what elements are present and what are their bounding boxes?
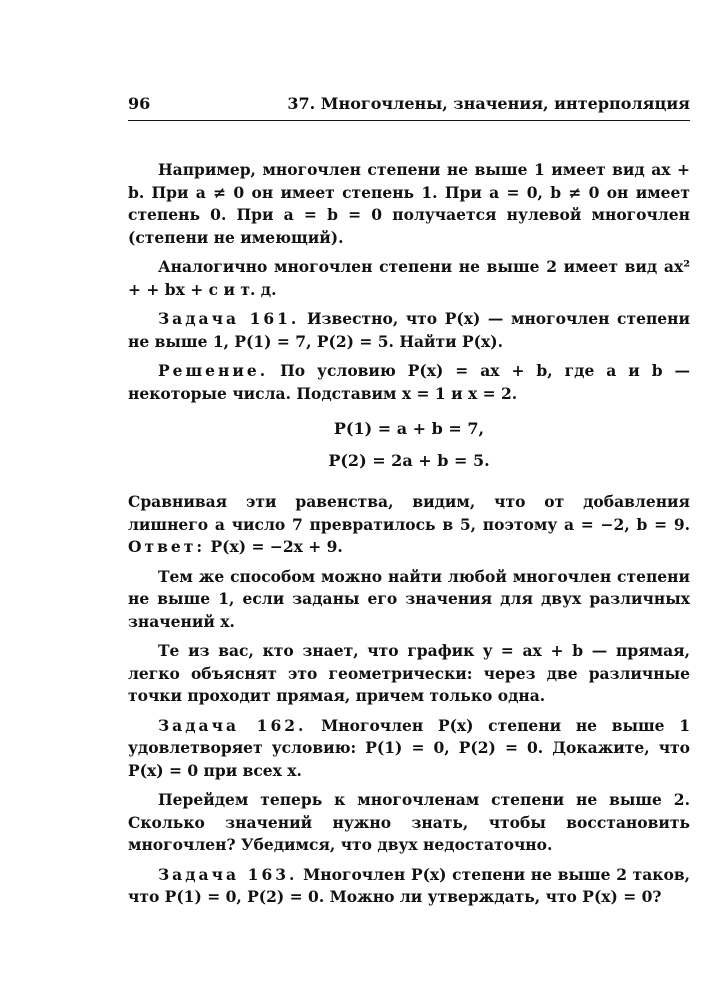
paragraph-after-equations [128, 491, 690, 559]
solution [128, 360, 690, 405]
problem-161-text: Известно, что P(x) — многочлен степени не выше 1, P(1) = 7, P(2) = 5. Найти P(x). [128, 309, 690, 351]
problem-162-label: Задача 162. [158, 715, 307, 735]
equation-2: P(2) = 2a + b = 5. [328, 451, 490, 470]
problem-163-label: Задача 163. [158, 864, 298, 884]
problem-163-text: Многочлен P(x) степени не выше 2 таков, что P(1) = 0, P(2) = 0. Можно ли утверждать, что P(x) = 0? [128, 864, 690, 906]
problem-163 [128, 864, 690, 909]
answer-label: Ответ: [128, 537, 206, 556]
paragraph-geometry: Те из вас, кто знает, что график y = ax + b — прямая, легко объяснят это геометрически: через две различные точки проходит прямая, причем только одна. [128, 641, 690, 705]
body-text [128, 159, 690, 916]
problem-162-text: Многочлен P(x) степени не выше 1 удовлетворяет условию: P(1) = 0, P(2) = 0. Докажите, что P(x) = 0 при всех x. [128, 715, 690, 780]
answer-value: P(x) = −2x + 9. [210, 537, 343, 556]
comparison-text: Сравнивая эти равенства, видим, что от добавления лишнего a число 7 превратилось в 5, поэтому a = −2, b = 9. [128, 492, 690, 534]
paragraph-degree-2: Перейдем теперь к многочленам степени не выше 2. Сколько значений нужно знать, чтобы восстановить многочлен? Убедимся, что двух недостаточно. [128, 790, 690, 854]
problem-161 [128, 308, 690, 353]
chapter-title: 37. Многочлены, значения, интерполяция [287, 94, 690, 113]
page-number: 96 [128, 94, 151, 113]
problem-162 [128, 715, 690, 783]
paragraph-polynomial-degree-1: Например, многочлен степени не выше 1 имеет вид ax + b. При a ≠ 0 он имеет степень 1. При a = 0, b ≠ 0 он имеет степень 0. При a = b = 0 получается нулевой многочлен (степени не имеющий). [128, 160, 690, 247]
equation-system [128, 413, 690, 477]
running-header [128, 94, 690, 121]
equation-1: P(1) = a + b = 7, [333, 419, 485, 438]
paragraph-same-method: Тем же способом можно найти любой многочлен степени не выше 1, если заданы его значения для двух различных значений x. [128, 566, 690, 631]
solution-label: Решение. [158, 361, 269, 380]
problem-161-label: Задача 161. [158, 309, 300, 328]
paragraph-polynomial-degree-2: Аналогично многочлен степени не выше 2 имеет вид ax² + + bx + c и т. д. [128, 257, 690, 299]
solution-text: По условию P(x) = ax + b, где a и b — некоторые числа. Подставим x = 1 и x = 2. [128, 361, 690, 403]
